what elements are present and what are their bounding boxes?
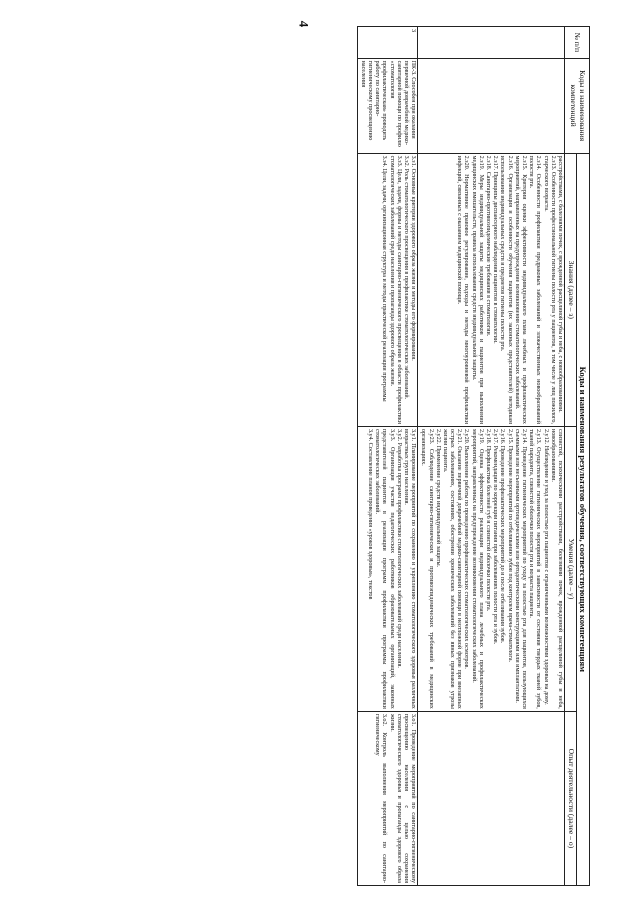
row-num: 3 xyxy=(357,27,418,59)
header-num: № п/п xyxy=(564,27,589,59)
outcome-item: 2.у13. Осуществление гигиенических мероприятий в зависимости от состояния твердых тканей зубов, тканей пародонта, слизистой оболочки полости рта и возраста пациента. xyxy=(528,428,542,709)
outcome-item: 3.з4. Цели, задачи, организационная структура и методы практической реализации программы xyxy=(381,155,388,402)
outcome-item: 3.з1. Основные критерии здорового образа жизни и методы его формирования. xyxy=(410,155,417,361)
header-experience: Опыт деятельности (далее – о) xyxy=(564,711,576,885)
knowledge-cell xyxy=(418,153,565,426)
outcome-item: 2.з16. Организация и особенности обучения пациентов (их законных представителей) методикам использования индивидуальных средств и предметов гигиены полости рта. xyxy=(499,155,513,424)
outcome-item: 2.у23. Соблюдение санитарно-гигиенических и противоэпидемических требований в медицинских организациях. xyxy=(420,428,434,709)
outcome-item: 2.з19. Меры индивидуальной защиты медицинских работников и пациентов при выполнении медицинских вмешательств, правила использования средств индивидуальной защиты. xyxy=(470,155,484,424)
outcome-item: 3.у2. Разработка программ профилактики стоматологических заболеваний среди населения. xyxy=(395,428,402,668)
outcome-item: 2.у21. Оказание первичной доврачебной медико-санитарной помощи в неотложной форме при внезапных острых заболеваниях, состояниях, обострении хронических заболеваний без явных признаков угрозы жизни пациента. xyxy=(441,428,463,709)
outcome-item: слизистой, психическими расстройствами, болезнями почек, врожденной расщелиной губы и неба, новообразованиями. xyxy=(549,428,563,709)
header-row-2 xyxy=(564,27,576,886)
outcome-item: 2.з14. Особенности профилактики предраковых заболеваний и злокачественных новообразований полости рта. xyxy=(528,155,542,424)
outcome-item: 2.з13. Особенности профессиональной гигиены полости рта у пациентов, в том числе у лиц пожилого, старческого возраста. xyxy=(542,155,556,424)
table-row xyxy=(418,27,565,886)
outcome-item: 2.з20. Нормативное правовое регулирование, подходы и методы многоуровневой профилактики инфекций, связанных с оказанием медицинской помощи. xyxy=(456,155,470,424)
outcome-item: 2.у19. Оценка эффективности реализации индивидуального плана лечебных и профилактических мероприятий, направленных на предупреждение возникновения стоматологических заболеваний. xyxy=(470,428,484,709)
row-code: ПК-3. Способен при оказании первичной доврачебной медико-санитарной помощи по профилю «стоматология профилактическая» проводить работу по санитарно-гигиеническому просвещению населения xyxy=(357,58,418,153)
outcome-item: 3.о2. Контроль выполнения мероприятий по санитарно-гигиеническому xyxy=(374,713,388,883)
outcome-item: 3.з2. Роль стоматологического просвещения в профилактике стоматологических заболеваний. xyxy=(402,155,409,400)
outcome-item: 2.з17. Принципы диспансерного наблюдения пациентов в стоматологии. xyxy=(492,155,499,344)
outcome-item: 2.у15. Проведение мероприятий по отбеливанию зубов под контролем врача-стоматолога. xyxy=(506,428,513,663)
header-code: Коды и наименования компетенций xyxy=(564,58,589,153)
skills-cell xyxy=(357,426,418,711)
header-row-1 xyxy=(576,27,589,886)
outcome-item: 3.з3. Цели, задачи, формы и методы санитарно-гигиенического просвещения в области профилактики стоматологических заболеваний среди населения и пропаганды здорового образа жизни. xyxy=(388,155,402,424)
outcome-item: 3.у1. Планирование мероприятий по сохранению и укреплению стоматологического здоровья различных возрастных групп населения. xyxy=(402,428,417,709)
experience-cell xyxy=(357,711,418,885)
outcome-item: 2.у12. Наблюдение и уход за полостью рта пациентов с ограниченными возможностями здоровья на дому. xyxy=(542,428,549,705)
outcome-item: 2.у20. Выполнение работы по проведению профилактических стоматологических осмотров. xyxy=(463,428,470,669)
outcome-item: 2.у16. Проведение профилактических мероприятий до и после отбеливания зубов. xyxy=(499,428,506,644)
header-results: Коды и наименования результатов обучения, соответствующих компетенциям xyxy=(576,153,589,885)
outcome-item: 2.з18. Санитарно-противоэпидемические требования в стоматологии. xyxy=(485,155,492,337)
skills-cell xyxy=(418,426,565,711)
row-num xyxy=(418,27,565,59)
outcome-item: 2.у18. Профилактика болезней губ и слизистой оболочки полости рта. xyxy=(485,428,492,612)
experience-cell xyxy=(418,711,565,885)
outcome-item: 2.у22. Применение средств индивидуальной защиты. xyxy=(434,428,441,568)
outcome-item: 2.у17. Рекомендации по коррекции питания при заболеваниях полости рта и зубов. xyxy=(492,428,499,645)
page-number: 4 xyxy=(296,20,312,28)
outcome-item: 3.у3. Организация участия педагогических работников образовательных организаций, законных представителей пациентов в реализации программ профилактики программы профилактики стоматологических заболеваний. xyxy=(374,428,395,709)
row-code xyxy=(418,58,565,153)
rotated-page xyxy=(90,26,590,886)
header-knowledge: Знания (далее – з) xyxy=(564,153,576,426)
outcome-item: 2.у14. Проведение гигиенических мероприятий по уходу за полостью рта для пациентов, пользующихся съемными или несъемными ортопедическими или ортодонтическими конструкциями или имплантатами. xyxy=(513,428,527,709)
outcome-item: 3.о1. Проведение мероприятий по санитарно-гигиеническому просвещению населения с целью сохранения стоматологического здоровья и пропаганды здорового образа жизни. xyxy=(388,713,417,883)
competencies-table xyxy=(357,26,590,886)
header-skills: Умения (далее – у) xyxy=(564,426,576,711)
outcome-item: расстройствами, с болезнями почек, с врожденной расщелиной губы и неба, с новообразованиями. xyxy=(556,155,563,413)
outcome-item: 2.з15. Критерии оценки эффективности индивидуального плана лечебных и профилактических мероприятий, направленных на предупреждение возникновения стоматологических заболеваний. xyxy=(513,155,527,424)
knowledge-cell xyxy=(357,153,418,426)
outcome-item: 3.у4. Составление планов проведения «уроков здоровья», текстов xyxy=(367,428,374,600)
table-row xyxy=(357,27,418,886)
